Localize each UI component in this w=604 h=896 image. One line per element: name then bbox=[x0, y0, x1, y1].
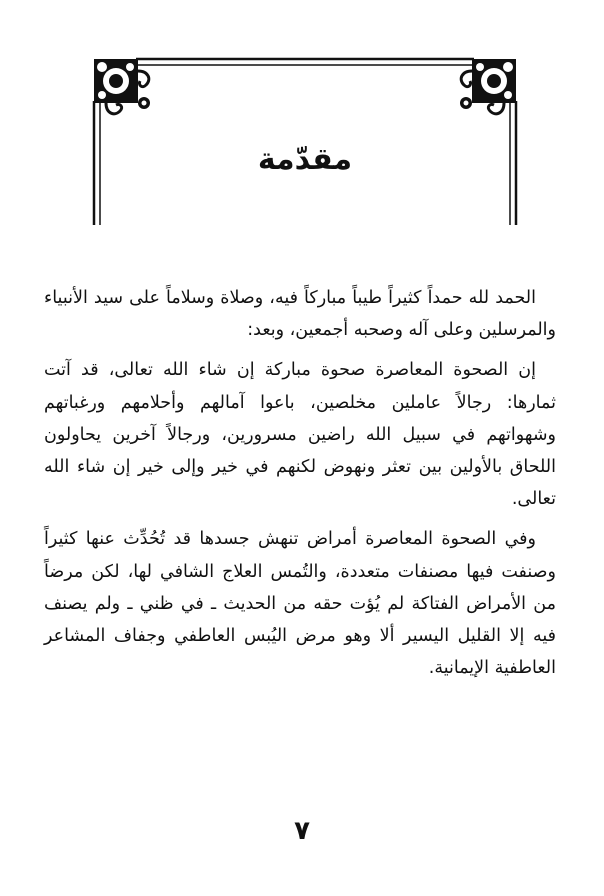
corner-ornament-right bbox=[460, 59, 516, 114]
paragraph-2: إن الصحوة المعاصرة صحوة مباركة إن شاء الله تعالى، قد آتت ثمارها: رجالاً عاملين مخلصين، باعوا آمالهم وأحلامهم ورغباتهم وشهواتهم في سبيل الله راضين مسرورين، ورجالاً آخرين يحاولون اللحاق بالأولين بين تعثر ونهوض لكنهم في خير وإلى خير إن شاء الله تعالى. bbox=[44, 360, 556, 510]
page-number: ٧ bbox=[294, 816, 310, 846]
body-text bbox=[44, 282, 556, 684]
page-title: مقدّمة bbox=[257, 142, 353, 177]
paragraph-3: وفي الصحوة المعاصرة أمراض تنهش جسدها قد تُحُدِّث عنها كثيراً وصنفت فيها مصنفات متعددة، والتُمس العلاج الشافي لها، لكن مرضاً من الأمراض الفتاكة لم يُؤت حقه من الحديث ـ في ظني ـ ولم يصنف فيه إلا القليل اليسير ألا وهو مرض اليُبس العاطفي وجفاف المشاعر العاطفية الإيمانية. bbox=[44, 529, 556, 679]
paragraph-1: الحمد لله حمداً كثيراً طيباً مباركاً فيه، وصلاة وسلاماً على سيد الأنبياء والمرسلين وعلى آله وصحبه أجمعين، وبعد: bbox=[44, 288, 556, 341]
corner-ornament-left bbox=[94, 59, 150, 114]
